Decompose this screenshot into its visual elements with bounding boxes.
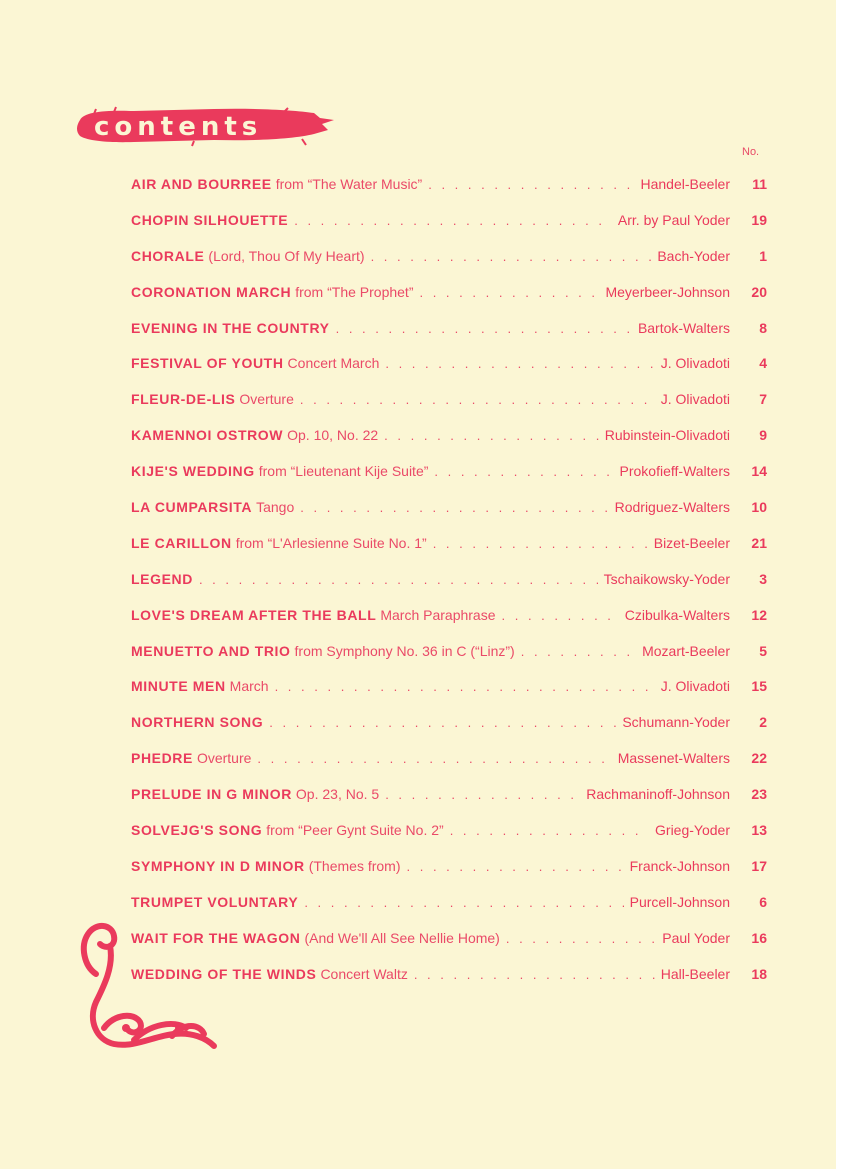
- dot-leader: [269, 715, 616, 730]
- entry-arranger: Handel-Beeler: [640, 176, 730, 192]
- entry-arranger: Rubinstein-Olivadoti: [604, 427, 730, 444]
- entry-title: NORTHERN SONG: [131, 714, 264, 731]
- toc-entry: [131, 427, 767, 463]
- toc-entry: [131, 320, 767, 356]
- entry-title: CHORALE: [131, 247, 205, 264]
- dot-leader: [414, 967, 655, 982]
- toc-entry: [131, 284, 767, 320]
- entry-number: 6: [759, 893, 767, 910]
- dot-leader: [506, 931, 656, 946]
- entry-number: 17: [751, 857, 767, 874]
- entry-title: CHOPIN SILHOUETTE: [131, 211, 289, 228]
- toc-entry: [131, 678, 767, 714]
- entry-arranger: Paul Yoder: [662, 929, 730, 946]
- entry-arranger: Schumann-Yoder: [622, 714, 730, 731]
- entry-title: TRUMPET VOLUNTARY: [131, 893, 299, 910]
- toc-entry: [131, 607, 767, 643]
- entry-subtitle: Tango: [256, 499, 295, 516]
- entry-number: 5: [759, 642, 767, 659]
- entry-number: 19: [751, 211, 767, 228]
- entry-arranger: Rodriguez-Walters: [614, 499, 730, 516]
- entry-number: 14: [751, 463, 767, 480]
- entry-subtitle: from Symphony No. 36 in C (“Linz”): [294, 642, 515, 659]
- toc-entry: [131, 248, 767, 284]
- dot-leader: [407, 859, 624, 874]
- entry-number: 13: [751, 822, 767, 839]
- entry-arranger: J. Olivadoti: [660, 391, 730, 408]
- entry-number: 4: [759, 355, 767, 372]
- entry-subtitle: from “Peer Gynt Suite No. 2”: [266, 822, 444, 839]
- toc-entry: [131, 391, 767, 427]
- dot-leader: [521, 644, 636, 659]
- entry-title: LOVE'S DREAM AFTER THE BALL: [131, 606, 377, 623]
- dot-leader: [304, 895, 623, 910]
- entry-title: MENUETTO AND TRIO: [131, 642, 291, 659]
- entry-title: LE CARILLON: [131, 534, 232, 551]
- toc-entry: [131, 786, 767, 822]
- toc-entry: [131, 463, 767, 499]
- entry-arranger: Bach-Yoder: [657, 247, 730, 264]
- toc-entry: [131, 894, 767, 930]
- entry-arranger: Massenet-Walters: [617, 750, 730, 767]
- entry-number: 12: [751, 606, 767, 623]
- entry-number: 1: [759, 247, 767, 264]
- toc-entry: [131, 714, 767, 750]
- entry-number: 2: [759, 714, 767, 731]
- scroll-flourish-icon: [74, 916, 220, 1056]
- dot-leader: [275, 679, 655, 694]
- contents-title: contents: [94, 112, 263, 142]
- toc-entry: [131, 176, 767, 212]
- toc-entry: [131, 750, 767, 786]
- entry-number: 20: [751, 283, 767, 300]
- entry-arranger: J. Olivadoti: [660, 355, 730, 372]
- entry-subtitle: Overture: [196, 750, 252, 767]
- table-of-contents: [131, 176, 767, 1001]
- entry-subtitle: from “L'Arlesienne Suite No. 1”: [235, 534, 427, 551]
- entry-title: LEGEND: [131, 570, 193, 587]
- contents-banner: [74, 106, 336, 148]
- dot-leader: [336, 321, 632, 336]
- dot-leader: [428, 177, 634, 192]
- entry-title: SOLVEJG'S SONG: [131, 822, 263, 839]
- entry-subtitle: (Themes from): [308, 857, 401, 874]
- number-column-label: No.: [742, 146, 760, 158]
- entry-title: CORONATION MARCH: [131, 283, 292, 300]
- entry-number: 16: [751, 929, 767, 946]
- entry-title: AIR AND BOURREE: [131, 176, 272, 192]
- entry-arranger: Tschaikowsky-Yoder: [603, 570, 730, 587]
- entry-arranger: J. Olivadoti: [660, 678, 730, 695]
- dot-leader: [450, 823, 649, 838]
- entry-number: 23: [751, 786, 767, 803]
- entry-arranger: Prokofieff-Walters: [619, 463, 730, 480]
- entry-arranger: Bartok-Walters: [637, 319, 730, 336]
- entry-subtitle: March: [229, 678, 269, 695]
- toc-entry: [131, 930, 767, 966]
- entry-title: WAIT FOR THE WAGON: [131, 929, 301, 946]
- entry-number: 15: [751, 678, 767, 695]
- entry-title: LA CUMPARSITA: [131, 499, 253, 516]
- entry-title: MINUTE MEN: [131, 678, 226, 695]
- entry-title: WEDDING OF THE WINDS: [131, 965, 317, 982]
- entry-arranger: Grieg-Yoder: [655, 822, 730, 839]
- entry-title: EVENING IN THE COUNTRY: [131, 319, 330, 336]
- entry-number: 8: [759, 319, 767, 336]
- dot-leader: [257, 751, 611, 766]
- dot-leader: [384, 428, 599, 443]
- dot-leader: [294, 213, 612, 228]
- entry-subtitle: March Paraphrase: [380, 606, 496, 623]
- entry-subtitle: Overture: [239, 391, 294, 408]
- entry-number: 11: [752, 176, 767, 192]
- entry-title: KAMENNOI OSTROW: [131, 427, 284, 444]
- toc-entry: [131, 355, 767, 391]
- toc-entry: [131, 499, 767, 535]
- dot-leader: [434, 464, 613, 479]
- entry-title: SYMPHONY IN D MINOR: [131, 857, 305, 874]
- dot-leader: [371, 249, 652, 264]
- entry-number: 22: [751, 750, 767, 767]
- toc-entry: [131, 212, 767, 248]
- dot-leader: [502, 608, 619, 623]
- dot-leader: [385, 787, 580, 802]
- dot-leader: [199, 572, 598, 587]
- entry-number: 9: [759, 427, 767, 444]
- dot-leader: [300, 500, 608, 515]
- toc-entry: [131, 966, 767, 1002]
- entry-number: 10: [751, 499, 767, 516]
- dot-leader: [300, 392, 655, 407]
- entry-arranger: Czibulka-Walters: [624, 606, 730, 623]
- entry-subtitle: from “The Prophet”: [295, 283, 414, 300]
- toc-entry: [131, 822, 767, 858]
- entry-subtitle: (Lord, Thou Of My Heart): [208, 247, 365, 264]
- entry-subtitle: Op. 10, No. 22: [287, 427, 379, 444]
- dot-leader: [385, 356, 654, 371]
- toc-entry: [131, 571, 767, 607]
- entry-title: PHEDRE: [131, 750, 193, 767]
- entry-arranger: Bizet-Beeler: [653, 534, 730, 551]
- dot-leader: [419, 285, 599, 300]
- dot-leader: [433, 536, 648, 551]
- toc-entry: [131, 858, 767, 894]
- entry-subtitle: Concert Waltz: [320, 965, 408, 982]
- entry-arranger: Mozart-Beeler: [642, 642, 730, 659]
- entry-arranger: Arr. by Paul Yoder: [617, 211, 730, 228]
- entry-subtitle: Op. 23, No. 5: [295, 786, 380, 803]
- entry-arranger: Purcell-Johnson: [629, 893, 730, 910]
- entry-arranger: Franck-Johnson: [629, 857, 730, 874]
- entry-title: FESTIVAL OF YOUTH: [131, 355, 284, 372]
- entry-title: PRELUDE IN G MINOR: [131, 786, 292, 803]
- toc-entry: [131, 643, 767, 679]
- entry-subtitle: from “Lieutenant Kije Suite”: [258, 463, 429, 480]
- entry-number: 3: [759, 570, 767, 587]
- toc-entry: [131, 535, 767, 571]
- entry-subtitle: (And We'll All See Nellie Home): [304, 929, 500, 946]
- entry-title: FLEUR-DE-LIS: [131, 391, 236, 408]
- page-edge: [836, 0, 850, 1169]
- entry-arranger: Hall-Beeler: [660, 965, 730, 982]
- entry-number: 18: [751, 965, 767, 982]
- entry-arranger: Rachmaninoff-Johnson: [586, 786, 730, 803]
- entry-number: 7: [759, 391, 767, 408]
- entry-number: 21: [751, 534, 767, 551]
- entry-subtitle: Concert March: [287, 355, 380, 372]
- entry-title: KIJE'S WEDDING: [131, 463, 255, 480]
- entry-arranger: Meyerbeer-Johnson: [605, 283, 730, 300]
- entry-subtitle: from “The Water Music”: [275, 176, 423, 192]
